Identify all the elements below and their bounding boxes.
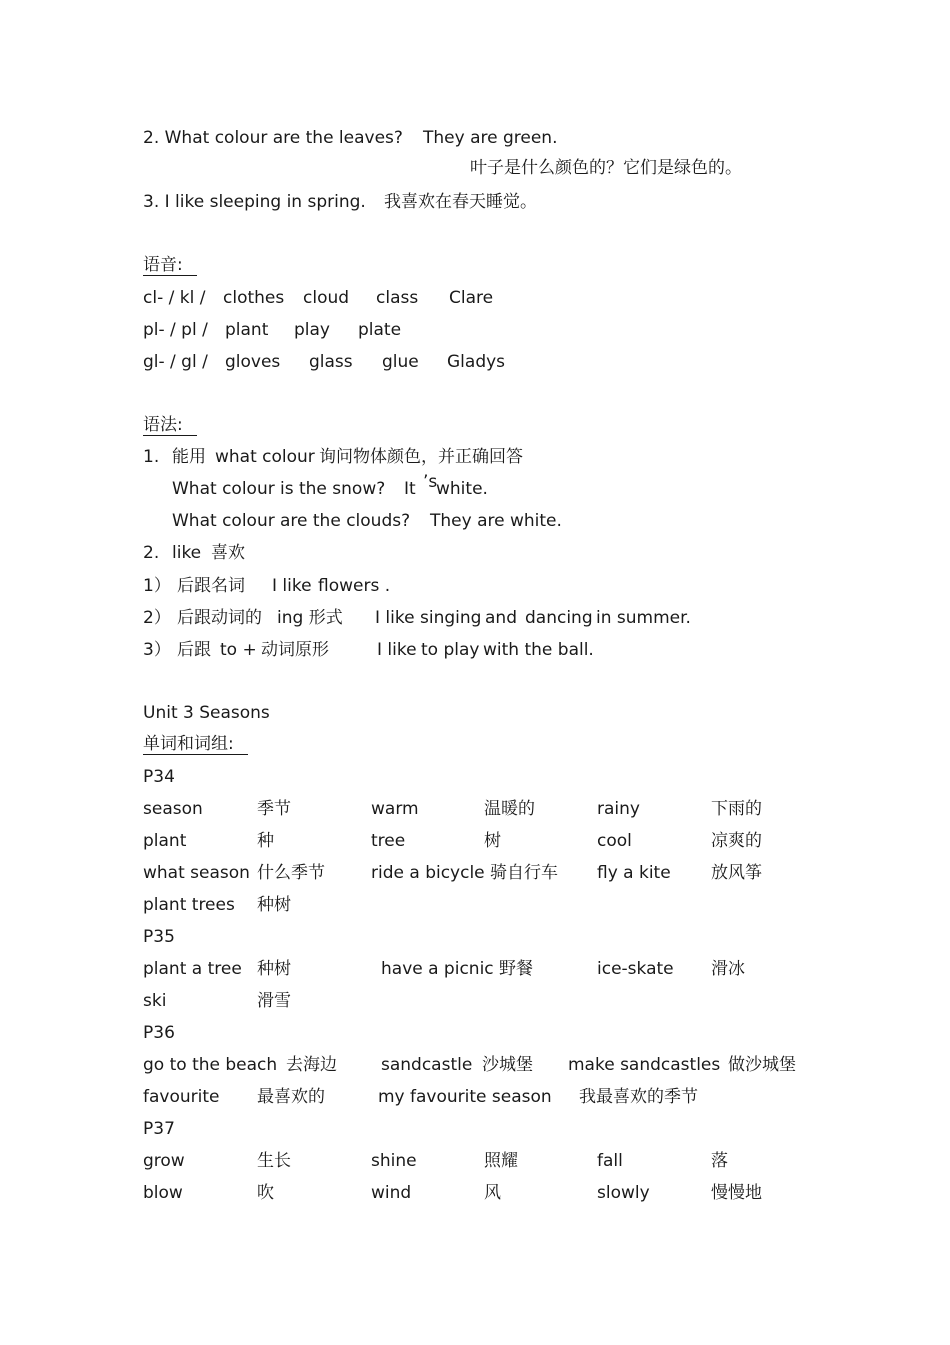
phonics-sound: pl- / pl /: [143, 320, 208, 340]
rule-text: ing 形式: [277, 608, 343, 628]
unit-title: Unit 3 Seasons: [143, 703, 270, 723]
vocab-meaning: 去海边: [286, 1055, 337, 1075]
rule-text: 后跟动词的: [177, 608, 262, 628]
vocab-word: grow: [143, 1151, 185, 1171]
example-text: ’s: [423, 472, 438, 492]
rule-number: 1）: [143, 576, 171, 596]
sentence-2-question: 2. What colour are the leaves?: [143, 128, 403, 148]
rule-text: to play: [421, 640, 480, 660]
phonics-word: gloves: [225, 352, 281, 372]
vocab-meaning: 种树: [257, 959, 291, 979]
vocab-meaning: 生长: [257, 1151, 291, 1171]
vocab-word: ski: [143, 991, 167, 1011]
vocab-word: tree: [371, 831, 406, 851]
vocab-meaning: 我最喜欢的季节: [579, 1087, 698, 1107]
phonics-word: glue: [382, 352, 419, 372]
rule-text: flowers .: [318, 576, 391, 596]
phonics-word: Clare: [449, 288, 494, 308]
grammar-text: 能用: [172, 447, 206, 467]
vocab-meaning: 照耀: [484, 1151, 518, 1171]
page-label-p37: P37: [143, 1119, 175, 1139]
phonics-word: plant: [225, 320, 269, 340]
vocab-meaning: 滑冰: [711, 959, 745, 979]
rule-text: I like: [375, 608, 415, 628]
vocab-meaning: 放风筝: [711, 863, 762, 883]
grammar-text: what colour: [215, 447, 315, 467]
vocab-word: fall: [597, 1151, 623, 1171]
rule-number: 3）: [143, 640, 171, 660]
vocab-word: sandcastle: [381, 1055, 473, 1075]
vocab-word: plant trees: [143, 895, 235, 915]
vocab-meaning: 慢慢地: [711, 1183, 762, 1203]
vocab-word: go to the beach: [143, 1055, 278, 1075]
grammar-text: like: [172, 543, 202, 563]
example-text: is the snow?: [280, 479, 386, 499]
grammar-point-number: 2.: [143, 543, 160, 563]
vocab-word: plant: [143, 831, 187, 851]
rule-text: singing: [420, 608, 482, 628]
rule-text: and: [485, 608, 517, 628]
vocab-word: favourite: [143, 1087, 220, 1107]
vocab-word: season: [143, 799, 203, 819]
rule-text: in summer.: [596, 608, 691, 628]
phonics-heading: 语音:: [143, 255, 197, 276]
example-text: are the clouds?: [280, 511, 411, 531]
vocab-meaning: 沙城堡: [482, 1055, 533, 1075]
phonics-sound: cl- / kl /: [143, 288, 206, 308]
page-label-p36: P36: [143, 1023, 175, 1043]
example-text: It: [404, 479, 416, 499]
vocab-meaning: 最喜欢的: [257, 1087, 325, 1107]
grammar-text: 询问物体颜色，并正确回答: [319, 447, 523, 467]
vocab-word: my favourite season: [378, 1087, 552, 1107]
vocab-heading: 单词和词组:: [143, 734, 248, 755]
phonics-word: Gladys: [447, 352, 506, 372]
vocab-word: fly a kite: [597, 863, 671, 883]
vocab-meaning: 种树: [257, 895, 291, 915]
vocab-word: shine: [371, 1151, 417, 1171]
phonics-sound: gl- / gl /: [143, 352, 208, 372]
vocab-meaning: 风: [484, 1183, 501, 1203]
vocab-meaning: 种: [257, 831, 274, 851]
example-text: white.: [436, 479, 488, 499]
example-text: What colour: [172, 479, 275, 499]
vocab-word: plant a tree: [143, 959, 242, 979]
vocab-meaning: 落: [711, 1151, 728, 1171]
vocab-word: have a picnic: [381, 959, 494, 979]
rule-text: 后跟: [177, 640, 211, 660]
grammar-point-number: 1.: [143, 447, 160, 467]
vocab-word: slowly: [597, 1183, 650, 1203]
vocab-meaning: 凉爽的: [711, 831, 762, 851]
rule-text: to +: [220, 640, 257, 660]
vocab-word: warm: [371, 799, 419, 819]
vocab-meaning: 季节: [257, 799, 291, 819]
phonics-word: clothes: [223, 288, 285, 308]
example-text: They are white.: [430, 511, 562, 531]
rule-text: with the ball.: [483, 640, 594, 660]
grammar-heading: 语法:: [143, 415, 197, 436]
phonics-word: plate: [358, 320, 402, 340]
rule-text: 动词原形: [261, 640, 329, 660]
sentence-2-answer: They are green.: [423, 128, 558, 148]
vocab-meaning: 滑雪: [257, 991, 291, 1011]
vocab-meaning: 树: [484, 831, 501, 851]
vocab-meaning: 做沙城堡: [728, 1055, 796, 1075]
rule-text: 后跟名词: [177, 576, 245, 596]
vocab-meaning: 野餐: [499, 959, 533, 979]
vocab-word: ice-skate: [597, 959, 674, 979]
vocab-meaning: 吹: [257, 1183, 274, 1203]
sentence-3: 3. I like sleeping in spring.: [143, 192, 366, 212]
vocab-meaning: 骑自行车: [490, 863, 558, 883]
sentence-2-translation: 叶子是什么颜色的？它们是绿色的。: [470, 158, 742, 178]
vocab-word: ride a bicycle: [371, 863, 485, 883]
phonics-word: glass: [309, 352, 353, 372]
vocab-word: blow: [143, 1183, 183, 1203]
page-label-p35: P35: [143, 927, 175, 947]
phonics-word: cloud: [303, 288, 350, 308]
vocab-meaning: 什么季节: [257, 863, 325, 883]
rule-text: dancing: [525, 608, 593, 628]
vocab-word: rainy: [597, 799, 640, 819]
rule-number: 2）: [143, 608, 171, 628]
vocab-word: wind: [371, 1183, 412, 1203]
phonics-word: play: [294, 320, 330, 340]
vocab-word: make sandcastles: [568, 1055, 721, 1075]
rule-text: I like: [377, 640, 417, 660]
sentence-3-translation: 我喜欢在春天睡觉。: [384, 192, 537, 212]
page-label-p34: P34: [143, 767, 175, 787]
phonics-word: class: [376, 288, 419, 308]
rule-text: I like: [272, 576, 312, 596]
vocab-word: cool: [597, 831, 632, 851]
vocab-word: what season: [143, 863, 250, 883]
grammar-text: 喜欢: [211, 543, 245, 563]
example-text: What colour: [172, 511, 275, 531]
vocab-meaning: 下雨的: [711, 799, 762, 819]
vocab-meaning: 温暖的: [484, 799, 535, 819]
